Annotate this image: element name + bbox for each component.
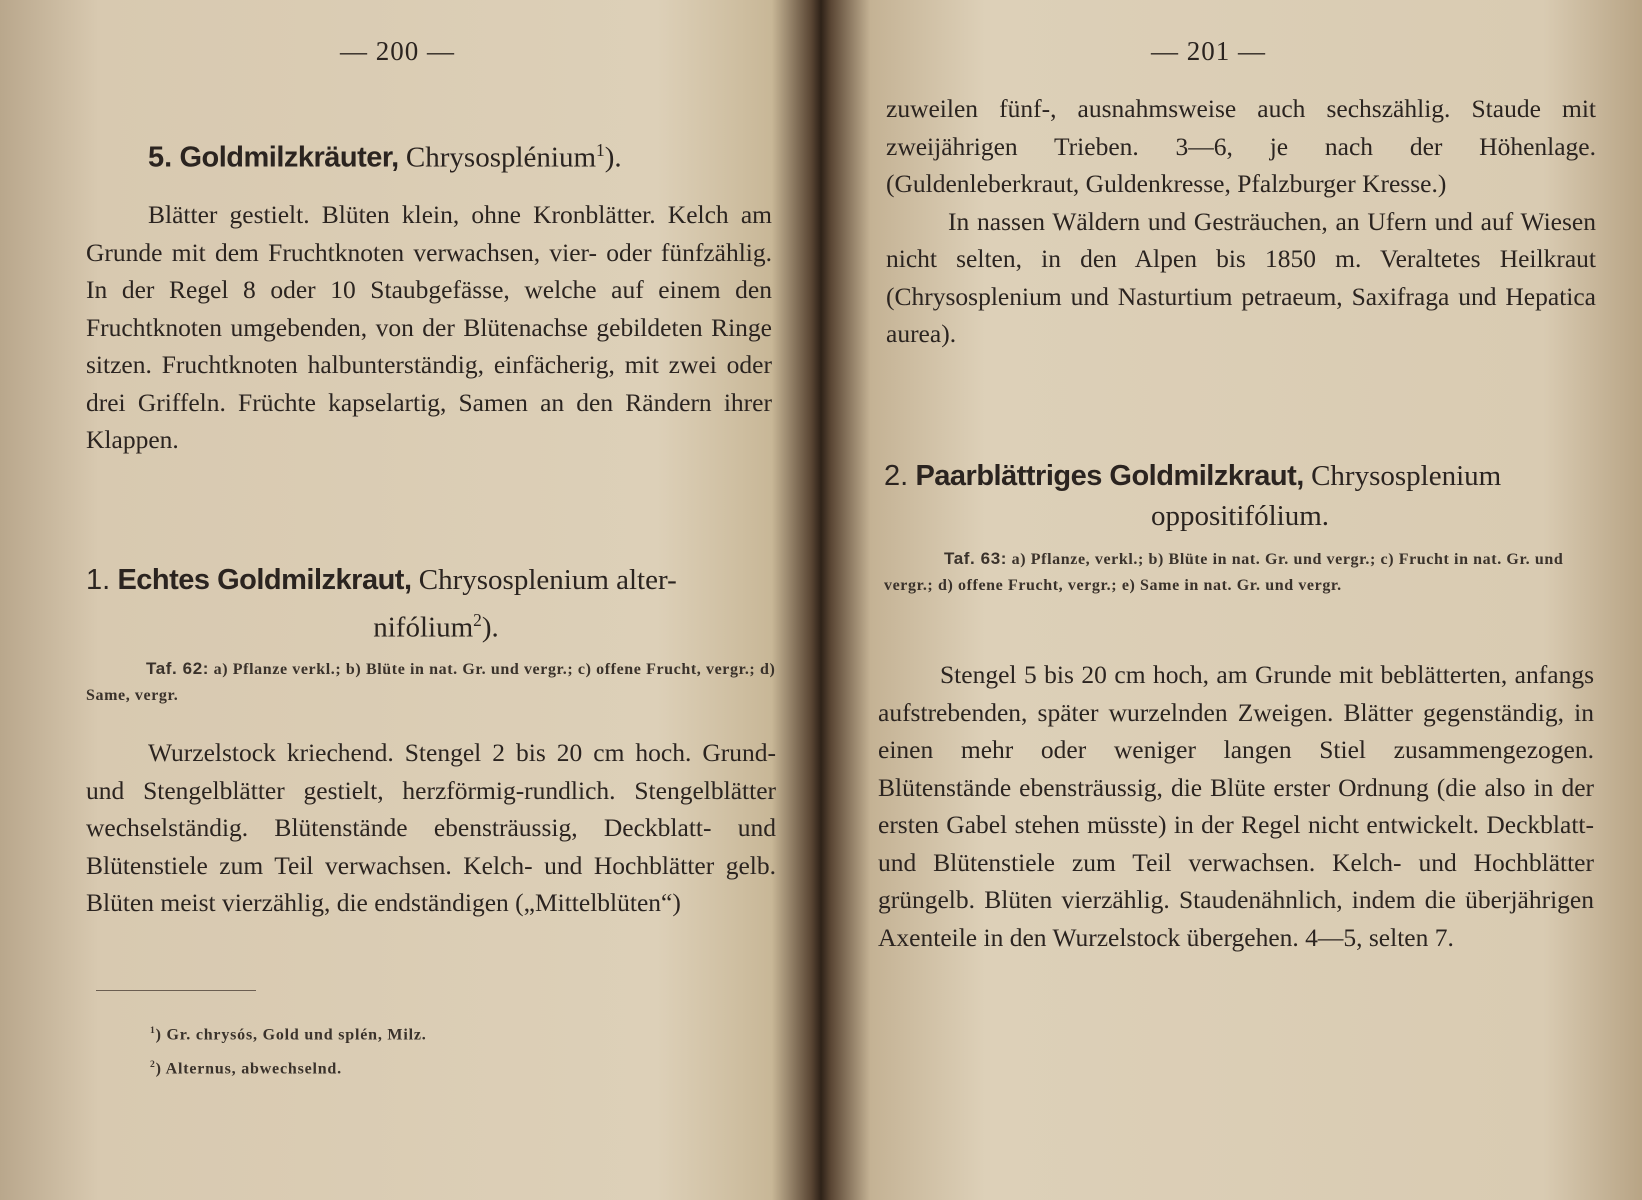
plate-text-62: a) Pflanze verkl.; b) Blüte in nat. Gr. und vergr.; c) offene Frucht, vergr.; d) Same, vergr.: [86, 661, 776, 704]
species-german-name-2: Paarblättriges Goldmilzkraut,: [915, 460, 1304, 492]
species-latin-name-2a: Chrysosplenium: [1311, 460, 1502, 492]
species-1-paragraph: Wurzelstock kriechend. Stengel 2 bis 20 cm hoch. Grund- und Stengelblätter gestielt, herzförmig-rundlich. Stengelblätter wechselständig. Blütenstände ebensträussig, Deckblatt- und Blütenstiele zum Teil verwachsen. Kelch- und Hochblätter gelb. Blüten meist vierzählig, die endständigen („Mittelblüten“): [86, 738, 776, 917]
footnote-mark-1: 1: [150, 1025, 156, 1036]
section-heading: [148, 130, 622, 178]
page-number-left: — 200 —: [340, 36, 455, 66]
species-latin-name-1b: nifólium: [373, 611, 474, 644]
habitat-paragraph: In nassen Wäldern und Gesträuchen, an Ufern und auf Wiesen nicht selten, in den Alpen bis 1850 m. Veraltetes Heilkraut (Chrysosplenium und Nasturtium petraeum, Saxifraga und Hepatica aurea).: [886, 206, 1596, 348]
left-page: [0, 0, 820, 1200]
footnote-text-1: ) Gr. chrysós, Gold und splén, Milz.: [155, 1026, 427, 1044]
footnote-text-2: ) Alternus, abwechselnd.: [155, 1060, 342, 1078]
footnote-2: [150, 1050, 342, 1084]
footnote-1: [150, 1016, 427, 1050]
section-intro: [86, 196, 772, 459]
page-number-right: — 201 —: [1151, 36, 1266, 66]
continuation-paragraph: zuweilen fünf-, ausnahmsweise auch sechszählig. Staude mit zweijährigen Trieben. 3—6, je nach der Höhenlage. (Guldenleberkraut, Guldenkresse, Pfalzburger Kresse.): [886, 94, 1596, 198]
species-heading-1: [86, 560, 786, 648]
footnote-ref-1: 1: [596, 140, 605, 160]
footnote-rule: [96, 990, 256, 991]
species-number-1: 1.: [86, 564, 111, 596]
right-page: [836, 0, 1642, 1200]
plate-caption-63: [884, 546, 1596, 599]
species-german-name-1: Echtes Goldmilzkraut,: [117, 564, 412, 596]
plate-caption-62: [86, 656, 776, 709]
section-heading-end: ).: [604, 141, 622, 174]
species-number-2: 2.: [884, 460, 909, 492]
species-1-description: [86, 734, 776, 922]
species-latin-name-1a: Chrysosplenium alter-: [418, 564, 677, 596]
plate-text-63: a) Pflanze, verkl.; b) Blüte in nat. Gr. und vergr.; c) Frucht in nat. Gr. und vergr.; d) offene Frucht, vergr.; e) Same in nat. Gr. und vergr.: [884, 551, 1564, 594]
plate-label-63: Taf. 63:: [944, 549, 1008, 568]
section-latin-name: Chrysosplénium: [405, 141, 597, 174]
species-latin-name-2b: oppositifólium.: [1150, 500, 1330, 532]
footnote-mark-2: 2: [150, 1059, 156, 1070]
species-heading-2: [884, 456, 1596, 536]
species-2-paragraph: Stengel 5 bis 20 cm hoch, am Grunde mit beblätterten, anfangs aufstrebenden, später wurzelnden Zweigen. Blätter gegenständig, in einen mehr oder weniger langen Stiel zusammengezogen. Blütenstände ebensträussig, die Blüte erster Ordnung (die also in der ersten Gabel stehen müsste) in der Regel nicht entwickelt. Deckblatt- und Blütenstiele zum Teil verwachsen. Kelch- und Hochblätter grüngelb. Blüten vierzählig. Staudenähnlich, indem die überjährigen Axenteile in den Wurzelstock übergehen. 4—5, selten 7.: [878, 660, 1594, 952]
section-german-name: Goldmilzkräuter,: [179, 141, 399, 174]
plate-label-62: Taf. 62:: [146, 659, 210, 678]
species-2-description: [878, 656, 1594, 956]
intro-paragraph: Blätter gestielt. Blüten klein, ohne Kronblätter. Kelch am Grunde mit dem Fruchtknoten verwachsen, vier- oder fünfzählig. In der Regel 8 oder 10 Staubgefässe, welche auf einem den Fruchtknoten umgebenden, von der Blütenachse gebildeten Ringe sitzen. Fruchtknoten halbunterständig, einfächerig, mit zwei oder drei Griffeln. Früchte kapselartig, Samen an den Rändern ihrer Klappen.: [86, 200, 772, 454]
species-heading-1-end: ).: [481, 611, 499, 644]
continuation-block: [886, 90, 1596, 353]
footnote-ref-2: 2: [473, 610, 482, 630]
section-number: 5.: [148, 141, 173, 174]
